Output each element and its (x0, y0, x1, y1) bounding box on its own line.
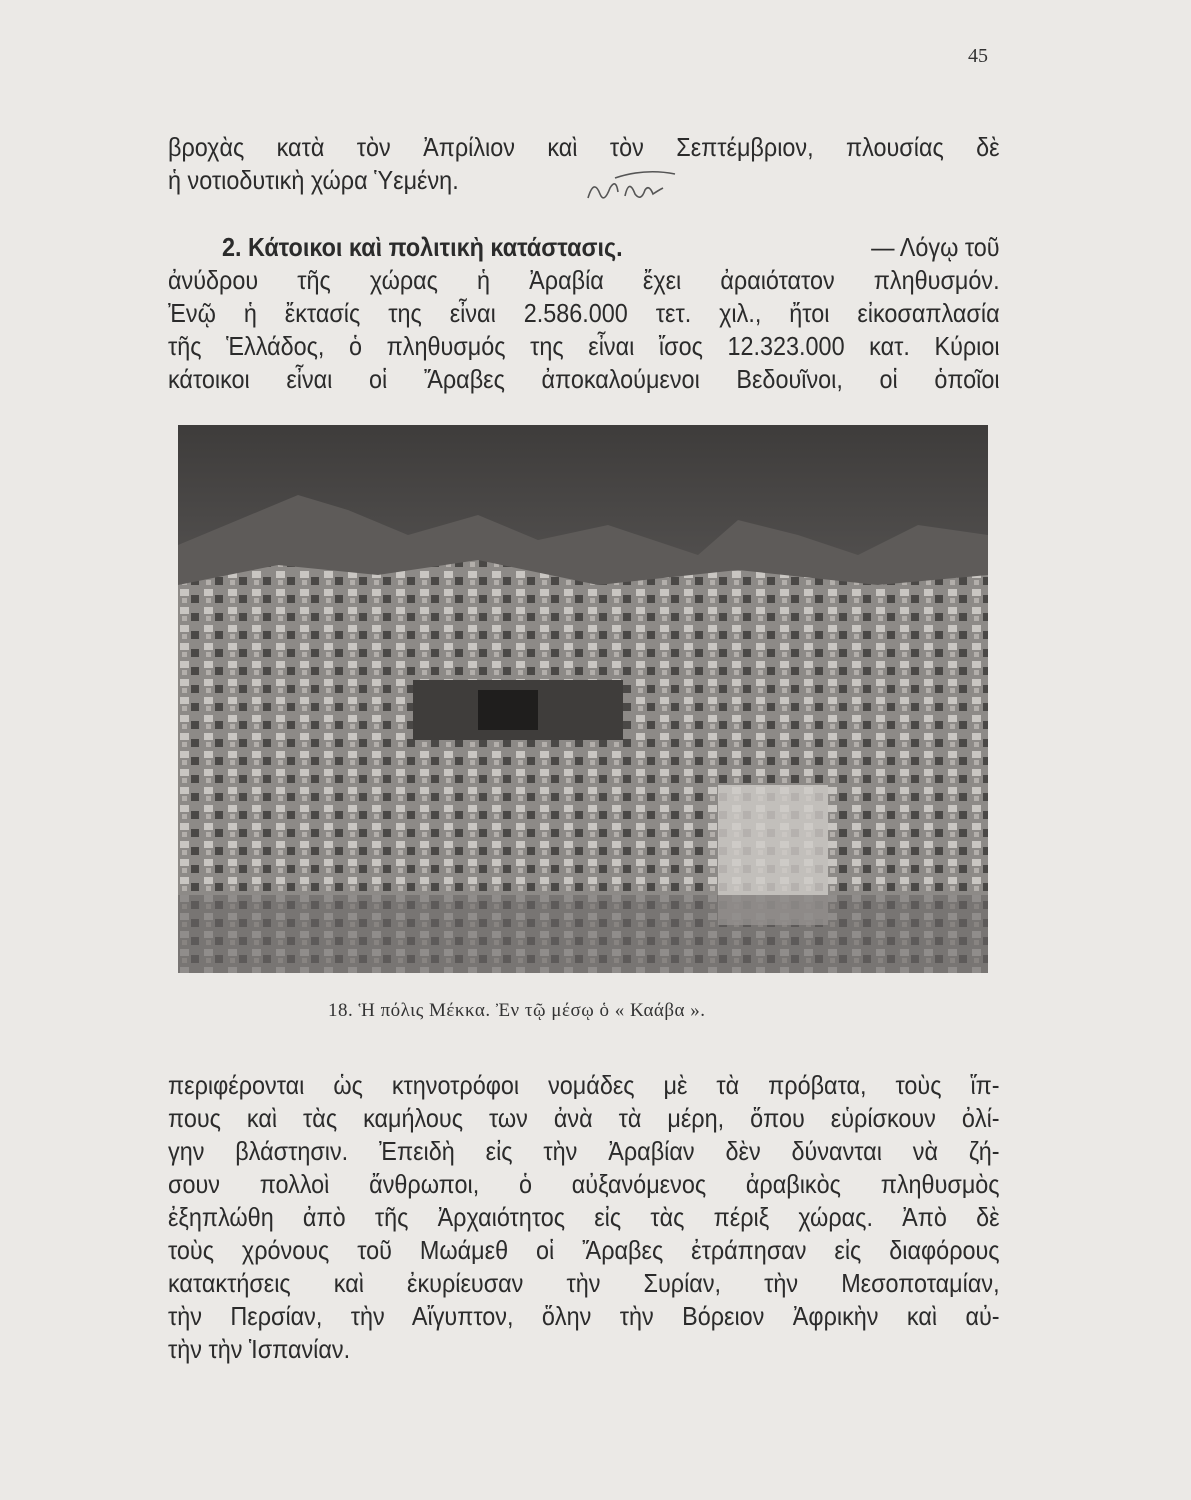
text-line: ἀνύδρου τῆς χώρας ἡ Ἀραβία ἔχει ἀραιότατον πληθυσμόν. (168, 265, 1000, 295)
text-line: βροχὰς κατὰ τὸν Ἀπρίλιον καὶ τὸν Σεπτέμβριον, πλουσίας δὲ (168, 132, 1000, 162)
mecca-photo (178, 425, 988, 973)
text-line: ἐξηπλώθη ἀπὸ τῆς Ἀρχαιότητος εἰς τὰς πέριξ χώρας. Ἀπὸ δὲ (168, 1202, 1000, 1232)
text-line: περιφέρονται ὡς κτηνοτρόφοι νομάδες μὲ τὰ πρόβατα, τοὺς ἵπ- (168, 1070, 1000, 1100)
text-line: Ἐνῷ ἡ ἔκτασίς της εἶναι 2.586.000 τετ. χιλ., ἤτοι εἰκοσαπλασία (168, 298, 1000, 328)
text-line: σουν πολλοὶ ἄνθρωποι, ὁ αὐξανόμενος ἀραβικὸς πληθυσμὸς (168, 1169, 1000, 1199)
figure-caption: 18. Ἡ πόλις Μέκκα. Ἐν τῷ μέσῳ ὁ « Καάβα ». (328, 1000, 706, 1021)
text-line (168, 232, 1000, 262)
text-line: κατακτήσεις καὶ ἐκυρίευσαν τὴν Συρίαν, τὴν Μεσοποταμίαν, (168, 1268, 1000, 1298)
text-line: τῆς Ἑλλάδος, ὁ πληθυσμός της εἶναι ἴσος 12.323.000 κατ. Κύριοι (168, 331, 1000, 361)
page-number: 45 (968, 45, 988, 67)
text-line: γην βλάστησιν. Ἐπειδὴ εἰς τὴν Ἀραβίαν δὲν δύνανται νὰ ζή- (168, 1136, 1000, 1166)
handwritten-note (580, 168, 730, 208)
text-fragment: — Λόγῳ τοῦ (871, 232, 1000, 262)
text-line: τὴν Περσίαν, τὴν Αἴγυπτον, ὅλην τὴν Βόρειον Ἀφρικὴν καὶ αὐ- (168, 1301, 1000, 1331)
text-line: κάτοικοι εἶναι οἱ Ἄραβες ἀποκαλούμενοι Βεδουῖνοι, οἱ ὁποῖοι (168, 364, 1000, 394)
text-line: τοὺς χρόνους τοῦ Μωάμεθ οἱ Ἄραβες ἐτράπησαν εἰς διαφόρους (168, 1235, 1000, 1265)
section-heading: 2. Κάτοικοι καὶ πολιτικὴ κατάστασις. (222, 232, 623, 262)
text-line: πους καὶ τὰς καμήλους των ἀνὰ τὰ μέρη, ὅπου εὑρίσκουν ὀλί- (168, 1103, 1000, 1133)
text-line: ἡ νοτιοδυτικὴ χώρα Ὑεμένη. (168, 165, 459, 195)
text-line: τὴν τὴν Ἱσπανίαν. (168, 1334, 351, 1364)
